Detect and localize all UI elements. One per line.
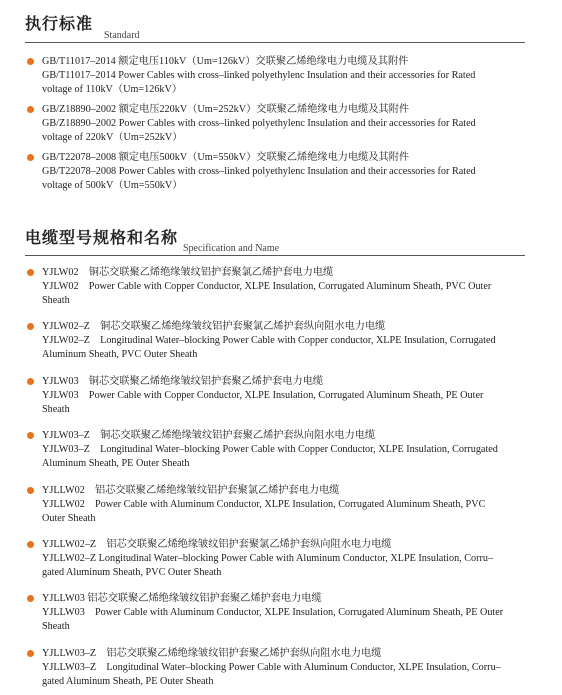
spec-subtitle: Specification and Name [183, 243, 280, 254]
list-item: YJLLW03 铝芯交联聚乙烯绝缘皱纹铝护套聚乙烯护套电力电缆 YJLLW03 Power Cable with Aluminum Conductor, XLPE Insulation, Corrugated Aluminum Sheath, PE Outer Sheath [42, 592, 534, 633]
list-item: YJLW02 铜芯交联聚乙烯绝缘皱纹铝护套聚氯乙烯护套电力电缆 YJLW02 Power Cable with Copper Conductor, XLPE Insulation, Corrugated Aluminum Sheath, PVC Outer Sheath [42, 266, 534, 307]
bullet-icon [27, 378, 34, 385]
list-item: YJLLW02 铝芯交联聚乙烯绝缘皱纹铝护套聚氯乙烯护套电力电缆 YJLLW02 Power Cable with Aluminum Conductor, XLPE Insulation, Corrugated Aluminum Sheath, PVC Outer Sheath [42, 484, 534, 525]
bullet-icon [27, 154, 34, 161]
standard-subtitle: Standard [104, 30, 140, 41]
standard-title: 执行标准 [25, 14, 94, 33]
bullet-icon [27, 595, 34, 602]
list-item: YJLLW03–Z 铝芯交联聚乙烯绝缘皱纹铝护套聚乙烯护套纵向阻水电力电缆 YJLLW03–Z Longitudinal Water–blocking Power Cable with Aluminum Conductor, XLPE Insulation, Corru– gated Aluminum Sheath, PE Outer Sheath [42, 647, 534, 688]
spec-title: 电缆型号规格和名称 [25, 228, 179, 247]
list-item: GB/Z18890–2002 额定电压220kV（Um=252kV）交联聚乙烯绝缘电力电缆及其附件 GB/Z18890–2002 Power Cables with cross–linked polyethylenc Insulation and their accessories for Rated voltage of 220kV（Um=252kV） [42, 103, 534, 144]
list-item: YJLW02–Z 铜芯交联聚乙烯绝缘皱纹铝护套聚氯乙烯护套纵向阻水电力电缆 YJLW02–Z Longitudinal Water–blocking Power Cable with Copper conductor, XLPE Insulation, Corrugated Aluminum Sheath, PVC Outer Sheath [42, 320, 534, 361]
bullet-icon [27, 650, 34, 657]
list-item: GB/T22078–2008 额定电压500kV（Um=550kV）交联聚乙烯绝缘电力电缆及其附件 GB/T22078–2008 Power Cables with cross–linked polyethylenc Insulation and their accessories for Rated voltage of 500kV（Um=550kV） [42, 151, 534, 192]
bullet-icon [27, 432, 34, 439]
standard-divider [25, 42, 525, 43]
bullet-icon [27, 58, 34, 65]
list-item: YJLW03–Z 铜芯交联聚乙烯绝缘皱纹铝护套聚乙烯护套纵向阻水电力电缆 YJLW03–Z Longitudinal Water–blocking Power Cable with Copper Conductor, XLPE Insulation, Corrugated Aluminum Sheath, PE Outer Sheath [42, 429, 534, 470]
bullet-icon [27, 487, 34, 494]
bullet-icon [27, 269, 34, 276]
bullet-icon [27, 323, 34, 330]
list-item: YJLW03 铜芯交联聚乙烯绝缘皱纹铝护套聚乙烯护套电力电缆 YJLW03 Power Cable with Copper Conductor, XLPE Insulation, Corrugated Aluminum Sheath, PE Outer Sheath [42, 375, 534, 416]
bullet-icon [27, 106, 34, 113]
spec-divider [25, 255, 525, 256]
list-item: YJLLW02–Z 铝芯交联聚乙烯绝缘皱纹铝护套聚氯乙烯护套纵向阻水电力电缆 YJLLW02–Z Longitudinal Water–blocking Power Cable with Aluminum Conductor, XLPE Insulation, Corru– gated Aluminum Sheath, PVC Outer Sheath [42, 538, 534, 579]
bullet-icon [27, 541, 34, 548]
list-item: GB/T11017–2014 额定电压110kV（Um=126kV）交联聚乙烯绝缘电力电缆及其附件 GB/T11017–2014 Power Cables with cross–linked polyethylenc Insulation and their accessories for Rated voltage of 110kV（Um=126kV） [42, 55, 534, 96]
